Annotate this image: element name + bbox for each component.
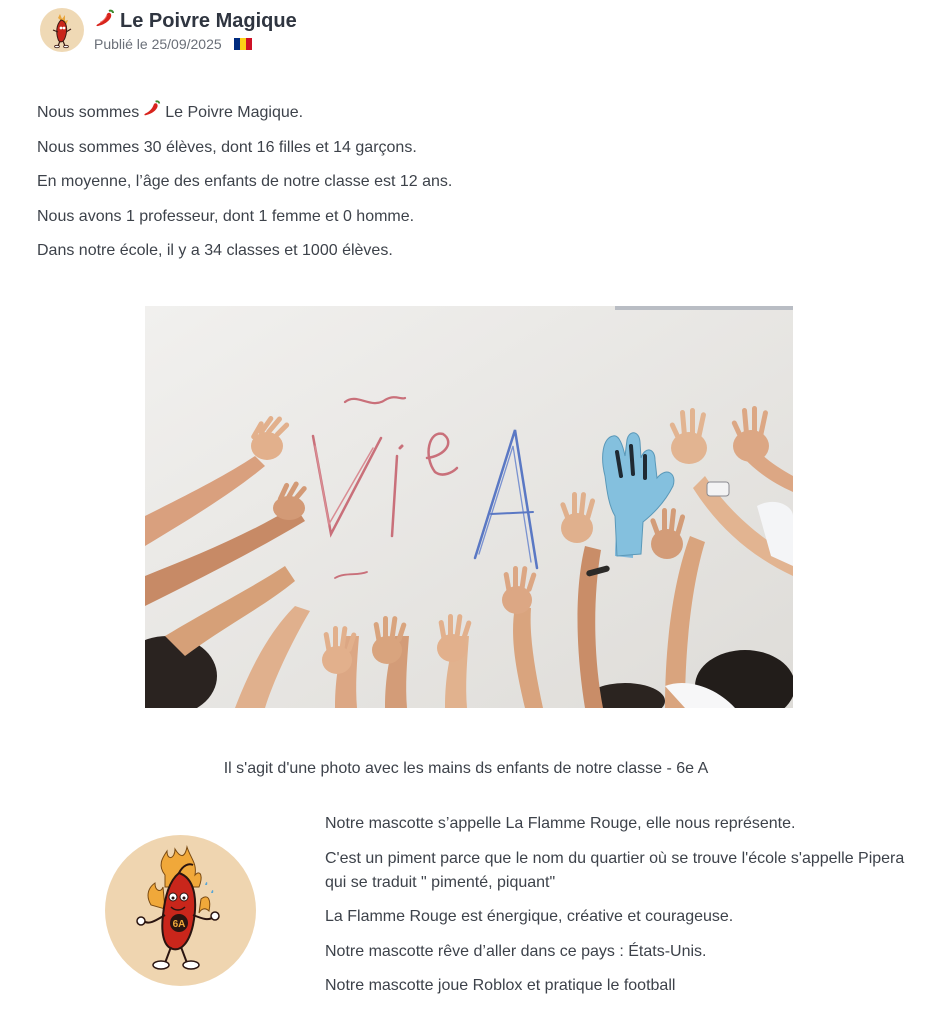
- publish-date: Publié le 25/09/2025: [94, 36, 222, 52]
- pepper-mascot-icon: [40, 8, 84, 52]
- intro-line-4: Nous avons 1 professeur, dont 1 femme et 0 homme.: [37, 207, 415, 225]
- mascot-image[interactable]: [105, 835, 256, 986]
- intro-line-1: [37, 96, 897, 131]
- class-avatar[interactable]: [40, 8, 84, 52]
- class-hands-photo[interactable]: [145, 306, 793, 708]
- mascot-line-2: C'est un piment parce que le nom du quartier où se trouve l'école s'appelle Pipera qui se traduit " pimenté, piquant": [325, 849, 905, 891]
- intro-line-5: Dans notre école, il y a 34 classes et 1000 élèves.: [37, 242, 393, 259]
- intro-line-1-prefix: Nous sommes: [37, 104, 140, 121]
- mascot-description: [325, 812, 910, 1009]
- mascot-line-4: Notre mascotte rêve d’aller dans ce pays : États-Unis.: [325, 942, 707, 960]
- chili-pepper-icon: [94, 8, 116, 34]
- wristwatch: [707, 482, 729, 496]
- post-meta: [94, 36, 297, 52]
- intro-text: [37, 96, 897, 269]
- chili-pepper-icon: [142, 96, 162, 131]
- photo-caption: Il s'agit d'une photo avec les mains ds enfants de notre classe - 6e A: [223, 760, 709, 777]
- intro-line-1-name: Le Poivre Magique.: [165, 104, 304, 121]
- post-title-text: Le Poivre Magique: [120, 9, 297, 32]
- post-header: [40, 8, 297, 52]
- intro-line-2: Nous sommes 30 élèves, dont 16 filles et 14 garçons.: [37, 138, 417, 156]
- romania-flag-icon: [234, 38, 252, 50]
- mascot-badge-text: 6A: [172, 919, 186, 930]
- mascot-line-3: La Flamme Rouge est énergique, créative et courageuse.: [325, 908, 734, 925]
- post-title[interactable]: [94, 8, 297, 34]
- mascot-line-1: Notre mascotte s’appelle La Flamme Rouge, elle nous représente.: [325, 815, 796, 832]
- intro-line-3: En moyenne, l’âge des enfants de notre classe est 12 ans.: [37, 173, 453, 190]
- flame-pepper-mascot-icon: [105, 835, 256, 986]
- mascot-line-5: Notre mascotte joue Roblox et pratique le football: [325, 977, 676, 994]
